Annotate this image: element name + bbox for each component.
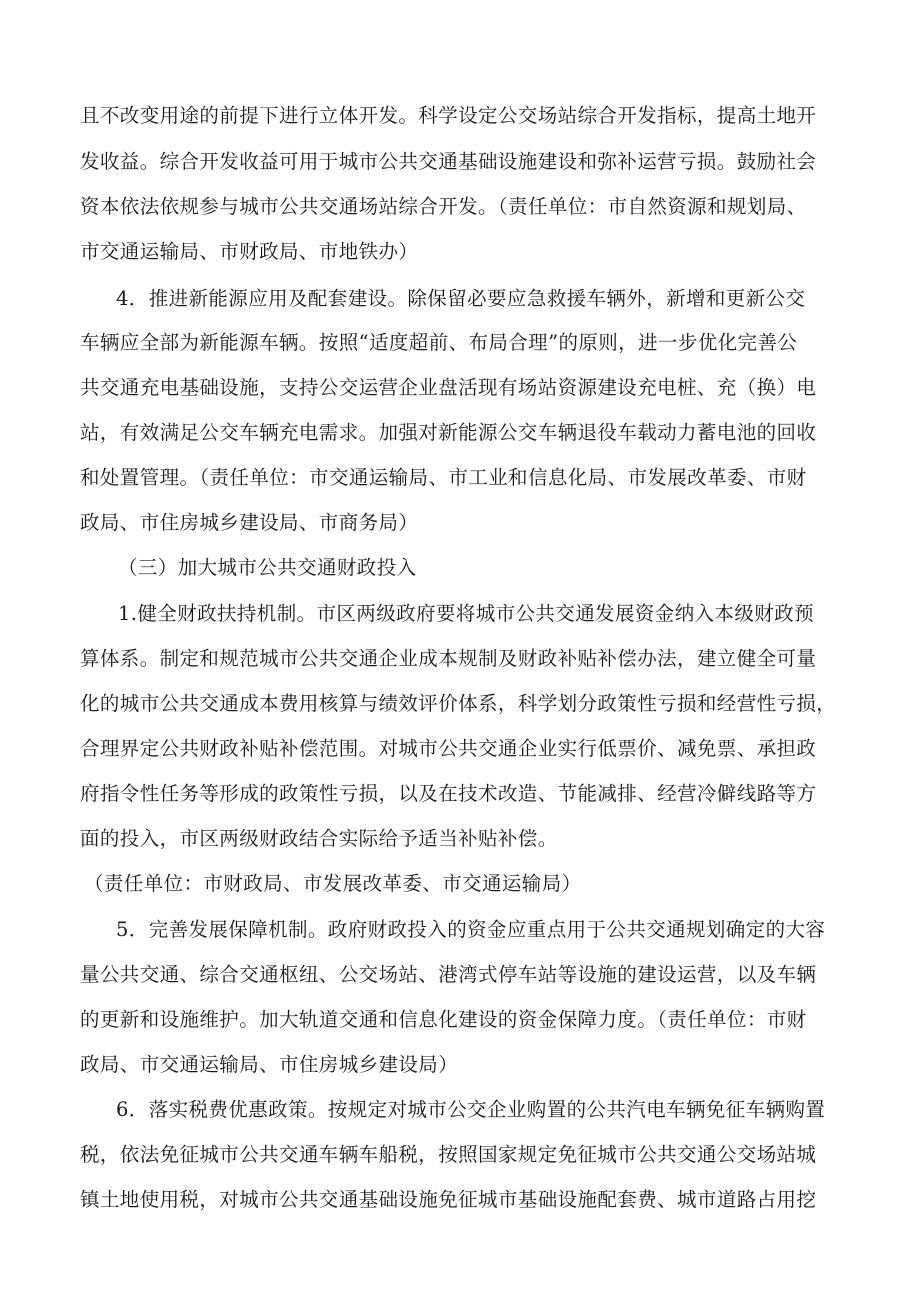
- text-line: 化的城市公共交通成本费用核算与绩效评价体系，科学划分政策性亏损和经营性亏损，: [80, 692, 837, 715]
- text-line: 量公共交通、综合交通枢纽、公交场站、港湾式停车站等设施的建设运营，以及车辆: [80, 963, 817, 986]
- text-line: 镇土地使用税，对城市公共交通基础设施免征城市基础设施配套费、城市道路占用挖: [80, 1188, 817, 1211]
- text-line: 算体系。制定和规范城市公共交通企业成本规制及财政补贴补偿办法，建立健全可量: [80, 647, 817, 670]
- text-line: 车辆应全部为新能源车辆。按照“适度超前、布局合理”的原则，进一步优化完善公: [80, 331, 798, 354]
- text-line: 府指令性任务等形成的政策性亏损，以及在技术改造、节能减排、经营冷僻线路等方: [80, 782, 817, 805]
- text-line: 的更新和设施维护。加大轨道交通和信息化建设的资金保障力度。（责任单位：市财: [80, 1008, 807, 1031]
- text-line: 共交通充电基础设施，支持公交运营企业盘活现有场站资源建设充电桩、充（换）电: [80, 376, 817, 399]
- paragraph-5-heading-line: 5．完善发展保障机制。政府财政投入的资金应重点用于公共交通规划确定的大容: [116, 918, 826, 941]
- text-line: 面的投入，市区两级财政结合实际给予适当补贴补偿。: [80, 827, 558, 850]
- text-line: 且不改变用途的前提下进行立体开发。科学设定公交场站综合开发指标，提高土地开: [80, 104, 817, 127]
- section-heading-3: （三）加大城市公共交通财政投入: [118, 556, 417, 579]
- paragraph-6-heading-line: 6．落实税费优惠政策。按规定对城市公交企业购置的公共汽电车辆免征车辆购置: [116, 1098, 826, 1121]
- responsibility-line: （责任单位：市财政局、市发展改革委、市交通运输局）: [84, 872, 582, 895]
- text-line: 税，依法免征城市公共交通车辆车船税，按照国家规定免征城市公共交通公交场站城: [80, 1143, 817, 1166]
- text-line: 发收益。综合开发收益可用于城市公共交通基础设施建设和弥补运营亏损。鼓励社会: [80, 150, 817, 173]
- text-line: 政局、市住房城乡建设局、市商务局）: [80, 511, 419, 534]
- text-line: 和处置管理。（责任单位：市交通运输局、市工业和信息化局、市发展改革委、市财: [80, 466, 807, 489]
- text-line: 市交通运输局、市财政局、市地铁办）: [80, 240, 419, 263]
- text-line: 合理界定公共财政补贴补偿范围。对城市公共交通企业实行低票价、减免票、承担政: [80, 737, 817, 760]
- text-line: 政局、市交通运输局、市住房城乡建设局）: [80, 1053, 459, 1076]
- paragraph-4-heading-line: 4．推进新能源应用及配套建设。除保留必要应急救援车辆外，新增和更新公交: [116, 287, 806, 310]
- text-line: 站，有效满足公交车辆充电需求。加强对新能源公交车辆退役车载动力蓄电池的回收: [80, 421, 817, 444]
- text-line: 资本依法依规参与城市公共交通场站综合开发。（责任单位：市自然资源和规划局、: [80, 195, 807, 218]
- paragraph-1-heading-line: 1.健全财政扶持机制。市区两级政府要将城市公共交通发展资金纳入本级财政预: [118, 602, 815, 625]
